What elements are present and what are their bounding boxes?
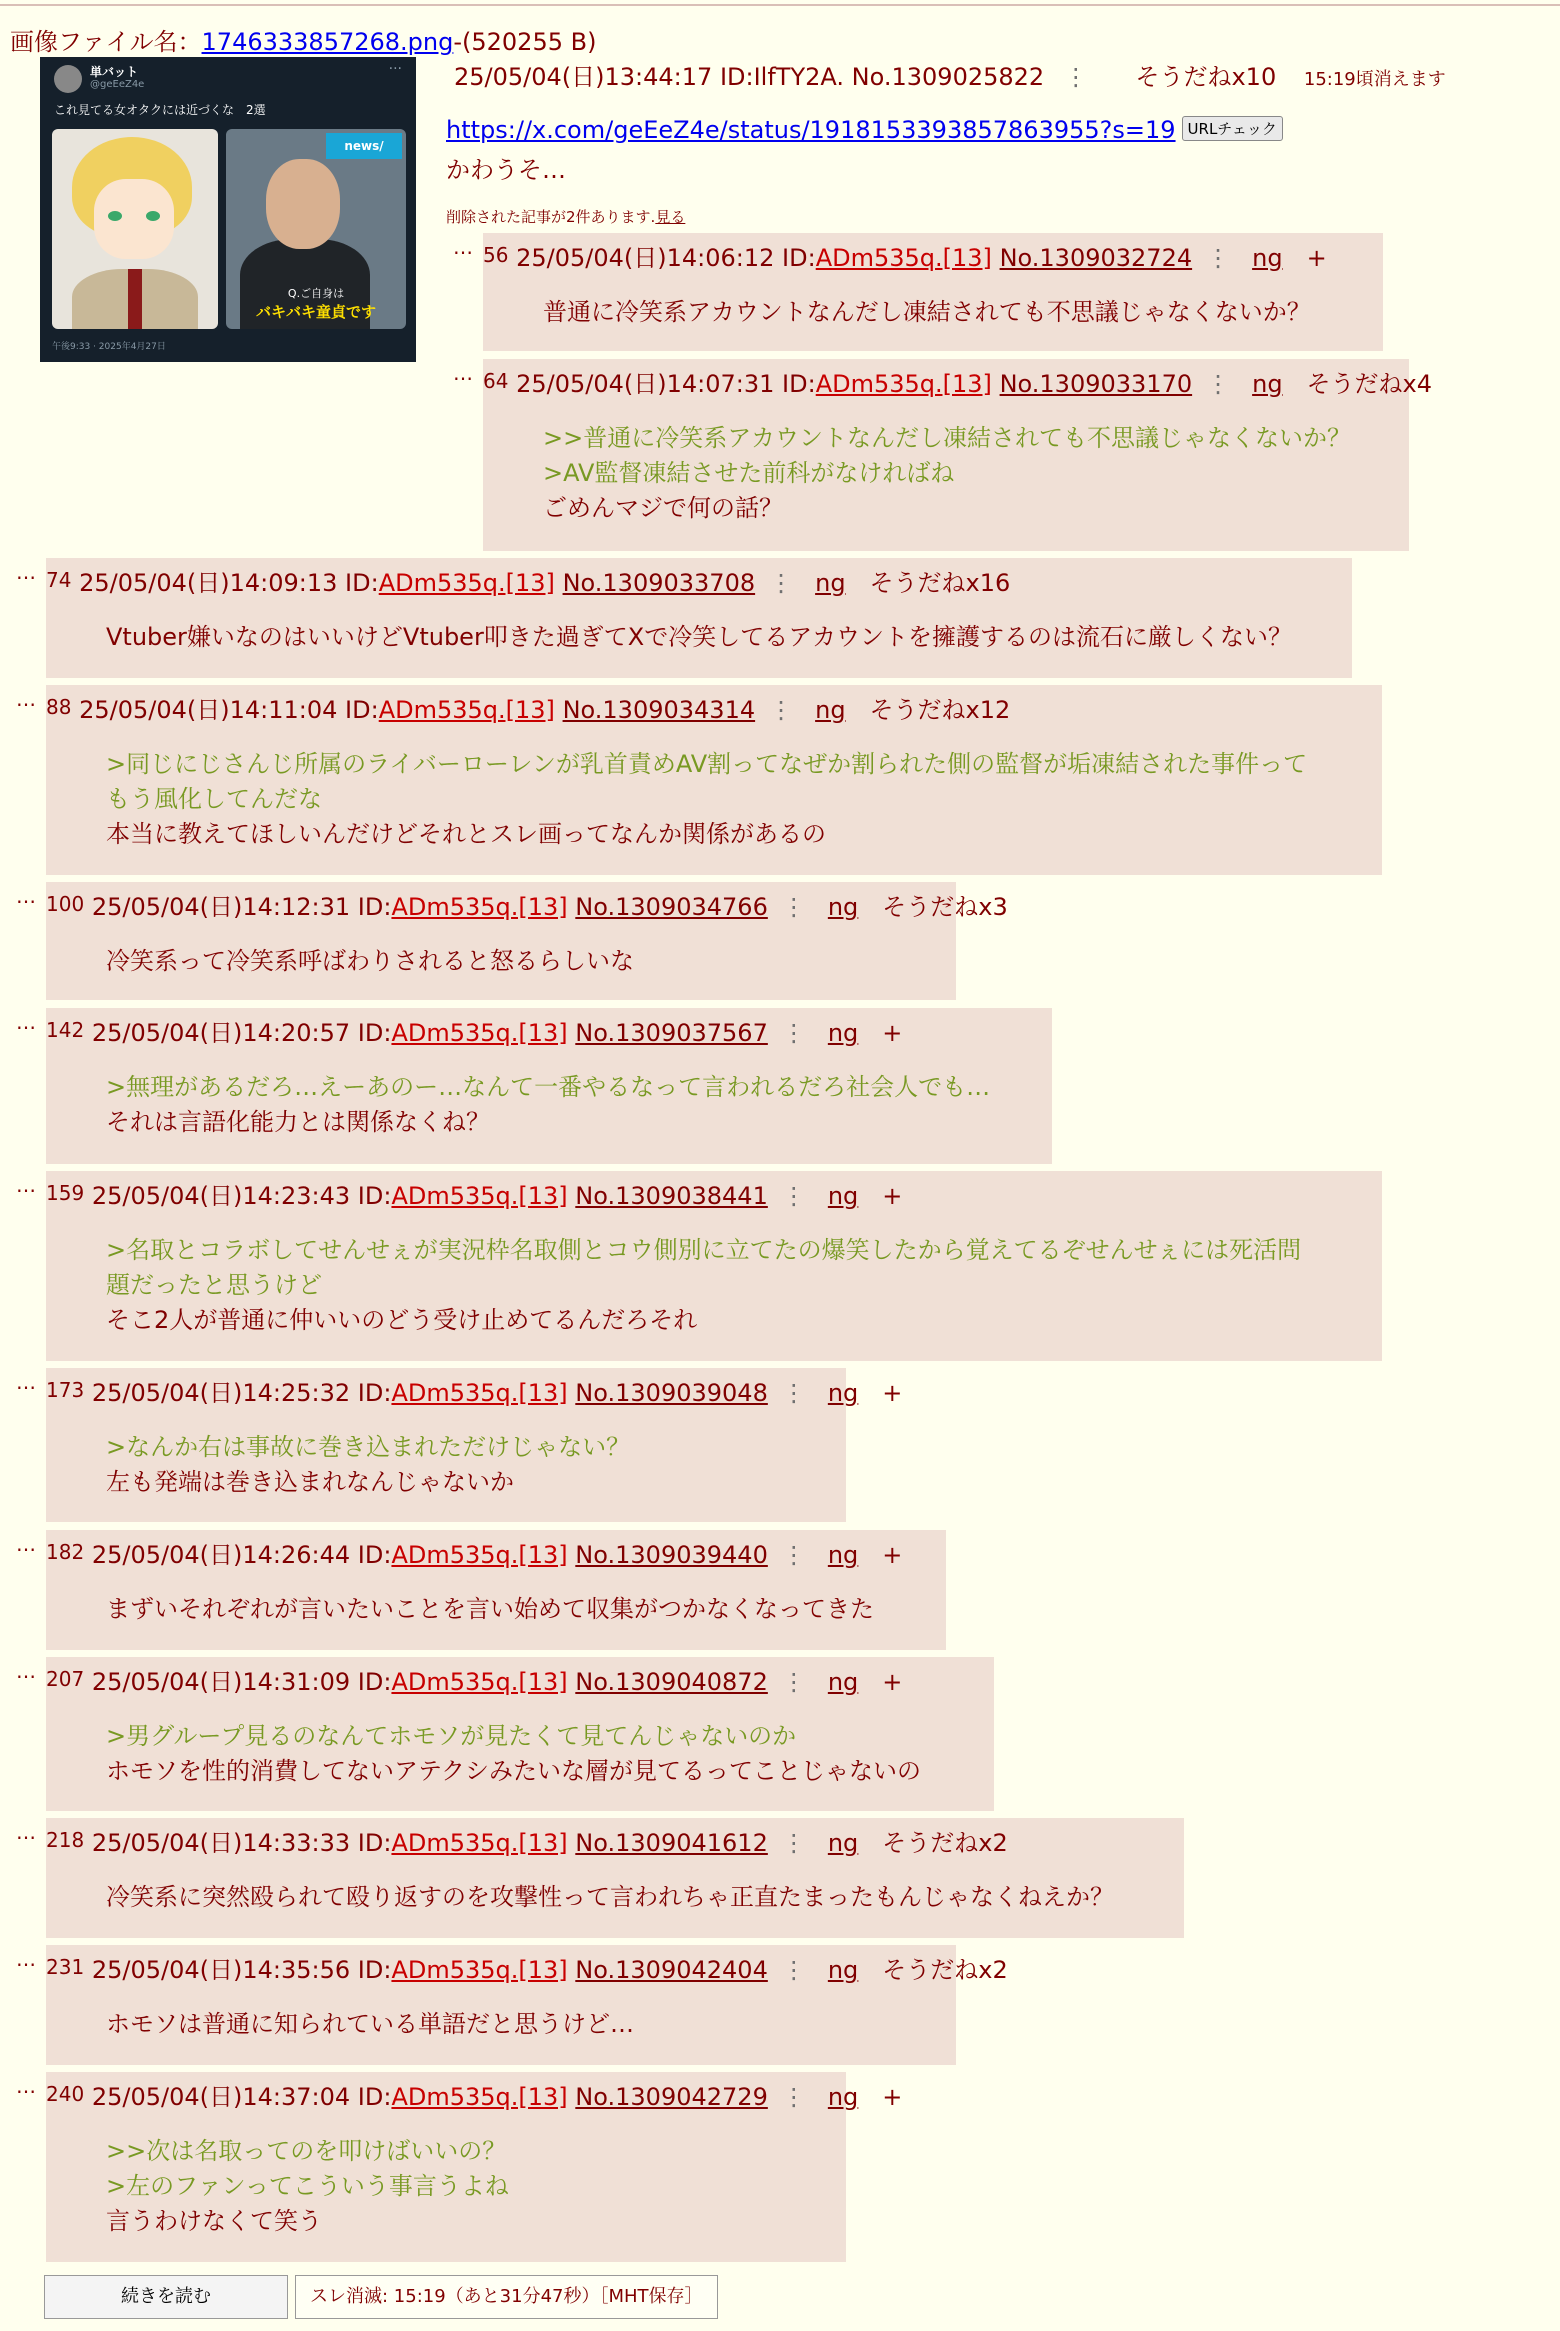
reply-indent-marker: … [16,560,36,584]
reply-header [46,1535,902,1570]
reply-id-prefix: ID: [357,1668,392,1696]
reply-id[interactable]: ADm535q.[13] [391,2083,568,2111]
reply-id[interactable]: ADm535q.[13] [391,1019,568,1047]
quote-line: >男グループ見るのなんてホモソが見たくて見てんじゃないのか [106,1722,797,1750]
news-photo-image [226,129,406,329]
reply-text-line: Vtuber嫌いなのはいいけどVtuber叩きた過ぎてXで冷笑してるアカウントを擁護するのは流石に厳しくない？ [106,623,1293,651]
reply-id-prefix: ID: [357,1956,392,1984]
reply-index: 88 [46,695,72,719]
reply-text-line: それは言語化能力とは関係なくね？ [106,1108,490,1136]
reply-text-line: 冷笑系に突然殴られて殴り返すのを攻撃性って言われちゃ正直たまったもんじゃなくねえか？ [106,1883,1114,1911]
reply-number[interactable]: No.1309039048 [575,1379,768,1407]
reply-datetime: 25/05/04(日)14:33:33 [91,1829,351,1857]
file-name-link[interactable]: 1746333857268.png [201,28,454,56]
quote-line: >同じにじさんじ所属のライバーローレンが乳首責めAV割ってなぜか割られた側の監督が垢凍結された事件って [106,750,1308,778]
reply-index: 218 [46,1828,85,1852]
reply-header [46,563,1010,598]
reply-menu-icon[interactable]: ⋮ [781,1829,806,1857]
op-datetime: 25/05/04(日)13:44:17 [454,63,713,91]
reply-id[interactable]: ADm535q.[13] [815,244,992,272]
soudane-button[interactable]: そうだねx2 [882,1956,1008,1984]
reply-id-prefix: ID: [357,1182,392,1210]
reply-menu-icon[interactable]: ⋮ [781,1182,806,1210]
reply-text-line: 冷笑系って冷笑系呼ばわりされると怒るらしいな [106,947,634,975]
reply-number[interactable]: No.1309042404 [575,1956,768,1984]
thread-status: スレ消滅: 15:19（あと31分47秒）［MHT保存］ [295,2275,718,2319]
reply-header [46,1662,902,1697]
reply-body [106,747,1307,852]
reply-text-line: そこ2人が普通に仲いいのどう受け止めてるんだろそれ [106,1306,698,1334]
reply-menu-icon[interactable]: ⋮ [781,2083,806,2111]
reply-header [46,1176,902,1211]
tweet-text: これ見てる女オタクには近づくな 2選 [54,103,266,117]
quote-line: >左のファンってこういう事言うよね [106,2172,509,2200]
reply-header [46,1373,902,1408]
reply-number[interactable]: No.1309034766 [575,893,768,921]
reply-post [483,359,1433,551]
reply-indent-marker: … [16,1010,36,1034]
reply-post [46,1368,903,1522]
ng-button[interactable]: ng [827,2083,859,2111]
reply-header [46,1950,1008,1985]
quote-line: >なんか右は事故に巻き込まれただけじゃない？ [106,1433,631,1461]
reply-text-line: ホモソは普通に知られている単語だと思うけど… [106,2010,634,2038]
ng-button[interactable]: ng [815,569,846,597]
reply-indent-marker: … [16,1659,36,1683]
reply-text-line: ごめんマジで何の話？ [543,494,783,522]
reply-indent-marker: … [16,1947,36,1971]
quote-line: >>次は名取ってのを叩けばいいの？ [106,2137,507,2165]
news-caption-answer: バキバキ童貞です [255,303,376,321]
reply-indent-marker: … [16,1532,36,1556]
reply-menu-icon[interactable]: ⋮ [781,1541,806,1569]
reply-menu-icon[interactable]: ⋮ [781,1379,806,1407]
reply-body [106,944,634,979]
reply-id-prefix: ID: [357,1541,392,1569]
reply-post [46,2072,903,2262]
reply-post [483,233,1383,351]
ng-button[interactable]: ng [827,1668,859,1696]
reply-id[interactable]: ADm535q.[13] [378,569,555,597]
reply-index: 56 [483,243,509,267]
reply-id-prefix: ID: [345,696,379,724]
reply-index: 231 [46,1955,85,1979]
reply-id-prefix: ID: [345,569,379,597]
soudane-button[interactable]: + [882,2083,903,2111]
reply-menu-icon[interactable]: ⋮ [1206,370,1231,398]
tweet-more-icon: ··· [388,61,402,77]
reply-indent-marker: … [453,235,473,259]
soudane-button[interactable]: + [882,1668,903,1696]
reply-body [543,295,1311,330]
reply-menu-icon[interactable]: ⋮ [769,569,794,597]
reply-indent-marker: … [16,687,36,711]
reply-post [46,1171,1382,1361]
reply-id[interactable]: ADm535q.[13] [391,1379,568,1407]
quote-line: >名取とコラボしてせんせぇが実況枠名取側とコウ側別に立てたの爆笑したから覚えてるぞせんせぇには死活問 [106,1236,1302,1264]
reply-number[interactable]: No.1309042729 [575,2083,768,2111]
soudane-button[interactable]: + [882,1019,903,1047]
ng-button[interactable]: ng [827,1541,859,1569]
reply-id[interactable]: ADm535q.[13] [391,1956,568,1984]
top-divider [0,4,1560,6]
ng-button[interactable]: ng [827,893,859,921]
reply-datetime: 25/05/04(日)14:11:04 [79,696,338,724]
reply-body [106,1880,1114,1915]
reply-body [106,1592,874,1627]
reply-header [483,238,1327,273]
reply-text-line: 普通に冷笑系アカウントなんだし凍結されても不思議じゃなくないか？ [543,298,1311,326]
reply-menu-icon[interactable]: ⋮ [769,696,794,724]
soudane-button[interactable]: そうだねx3 [882,893,1008,921]
reply-menu-icon[interactable]: ⋮ [781,1668,806,1696]
reply-datetime: 25/05/04(日)14:20:57 [91,1019,351,1047]
reply-datetime: 25/05/04(日)14:09:13 [79,569,338,597]
tweet-timestamp: 午後9:33 · 2025年4月27日 [52,342,166,352]
tweet-account-handle: @geEeZ4e [90,79,145,90]
reply-number[interactable]: No.1309033170 [999,370,1193,398]
reply-index: 100 [46,892,85,916]
reply-number[interactable]: No.1309039440 [575,1541,768,1569]
reply-datetime: 25/05/04(日)14:37:04 [91,2083,351,2111]
soudane-button[interactable]: そうだねx16 [869,569,1011,597]
reply-post [46,882,1008,1000]
reply-id[interactable]: ADm535q.[13] [391,1829,568,1857]
op-link-row [446,116,1283,144]
reply-datetime: 25/05/04(日)14:31:09 [91,1668,351,1696]
news-tag: news/ [326,133,402,159]
reply-text-line: 言うわけなくて笑う [106,2207,322,2235]
reply-post [46,558,1352,678]
reply-id[interactable]: ADm535q.[13] [391,893,568,921]
reply-body [106,1719,921,1789]
reply-datetime: 25/05/04(日)14:26:44 [91,1541,351,1569]
reply-index: 173 [46,1378,85,1402]
news-caption-question: Q.ご自身は [287,287,345,300]
reply-id[interactable]: ADm535q.[13] [391,1541,568,1569]
soudane-button[interactable]: そうだねx4 [1306,370,1433,398]
reply-index: 159 [46,1181,85,1205]
ng-button[interactable]: ng [827,1829,859,1857]
soudane-button[interactable]: + [882,1541,903,1569]
tweet-avatar [54,65,82,93]
quote-line: 題だったと思うけど [106,1271,322,1299]
reply-id-prefix: ID: [357,893,392,921]
reply-indent-marker: … [16,1820,36,1844]
reply-indent-marker: … [16,1370,36,1394]
reply-menu-icon[interactable]: ⋮ [781,893,806,921]
op-soudane[interactable]: そうだねx10 [1135,63,1277,91]
reply-id[interactable]: ADm535q.[13] [391,1668,568,1696]
reply-header [46,887,1008,922]
reply-indent-marker: … [453,361,473,385]
ng-button[interactable]: ng [827,1182,859,1210]
reply-number[interactable]: No.1309032724 [999,244,1193,272]
reply-body [106,1430,630,1500]
soudane-button[interactable]: + [1306,244,1327,272]
reply-body [106,2007,634,2042]
reply-datetime: 25/05/04(日)14:35:56 [91,1956,351,1984]
reply-number[interactable]: No.1309040872 [575,1668,768,1696]
reply-header [46,2077,902,2112]
reply-indent-marker: … [16,2074,36,2098]
reply-index: 142 [46,1018,85,1042]
reply-body [106,620,1292,655]
reply-id-prefix: ID: [357,1379,392,1407]
reply-index: 74 [46,568,72,592]
quote-line: >AV監督凍結させた前科がなければね [543,459,955,487]
reply-text-line: まずいそれぞれが言いたいことを言い始めて収集がつかなくなってきた [106,1595,874,1623]
reply-header [46,1823,1008,1858]
reply-id[interactable]: ADm535q.[13] [391,1182,568,1210]
read-more-button[interactable]: 続きを読む [44,2275,288,2319]
reply-body [543,421,1351,526]
reply-index: 207 [46,1667,85,1691]
op-tweet-link[interactable]: https://x.com/geEeZ4e/status/1918153393857863955?s=19 [446,116,1176,144]
op-text: かわうそ… [446,156,566,184]
reply-id[interactable]: ADm535q.[13] [815,370,992,398]
deleted-notice [446,206,685,227]
reply-post [46,1008,1052,1164]
reply-number[interactable]: No.1309037567 [575,1019,768,1047]
deleted-show-link[interactable]: 見る [655,208,686,226]
soudane-button[interactable]: そうだねx12 [869,696,1011,724]
reply-datetime: 25/05/04(日)14:06:12 [516,244,775,272]
op-id: ID:IlfTY2A. [719,63,845,91]
thread-image-thumbnail[interactable] [40,57,416,362]
reply-indent-marker: … [16,1173,36,1197]
op-menu-icon[interactable]: ⋮ [1063,63,1088,91]
op-header [454,57,1446,92]
file-label: 画像ファイル名： [10,28,202,56]
reply-number[interactable]: No.1309034314 [562,696,756,724]
reply-post [46,1657,994,1811]
reply-index: 64 [483,369,509,393]
reply-body [106,2134,509,2239]
reply-id-prefix: ID: [357,1019,392,1047]
reply-text-line: 左も発端は巻き込まれなんじゃないか [106,1468,514,1496]
reply-menu-icon[interactable]: ⋮ [781,1956,806,1984]
file-size: -(520255 B) [453,28,597,56]
url-check-button[interactable]: URLチェック [1182,116,1283,141]
quote-line: もう風化してんだな [106,785,322,813]
ng-button[interactable]: ng [815,696,846,724]
reply-id[interactable]: ADm535q.[13] [378,696,555,724]
reply-header [483,364,1432,399]
reply-id-prefix: ID: [782,244,816,272]
reply-post [46,1945,1008,2065]
reply-menu-icon[interactable]: ⋮ [781,1019,806,1047]
reply-post [46,685,1382,875]
reply-body [106,1233,1301,1338]
quote-line: >無理があるだろ…えーあのー…なんて一番やるなって言われるだろ社会人でも… [106,1073,991,1101]
reply-id-prefix: ID: [357,2083,392,2111]
reply-indent-marker: … [16,884,36,908]
reply-id-prefix: ID: [357,1829,392,1857]
anime-character-image [52,129,218,329]
reply-datetime: 25/05/04(日)14:23:43 [91,1182,351,1210]
ng-button[interactable]: ng [827,1379,859,1407]
reply-datetime: 25/05/04(日)14:12:31 [91,893,351,921]
op-number[interactable]: No.1309025822 [851,63,1045,91]
tweet-account-name: 単バット [90,65,139,79]
ng-button[interactable]: ng [1252,370,1283,398]
reply-header [46,690,1010,725]
reply-datetime: 25/05/04(日)14:07:31 [516,370,775,398]
soudane-button[interactable]: + [882,1379,903,1407]
reply-number[interactable]: No.1309041612 [575,1829,768,1857]
op-expire-time: 15:19頃消えます [1303,69,1446,90]
reply-post [46,1818,1184,1938]
deleted-notice-text: 削除された記事が2件あります. [446,208,656,226]
reply-datetime: 25/05/04(日)14:25:32 [91,1379,351,1407]
reply-number[interactable]: No.1309033708 [562,569,756,597]
reply-index: 240 [46,2082,85,2106]
quote-line: >>普通に冷笑系アカウントなんだし凍結されても不思議じゃなくないか？ [543,424,1351,452]
reply-index: 182 [46,1540,85,1564]
soudane-button[interactable]: そうだねx2 [882,1829,1008,1857]
reply-id-prefix: ID: [782,370,816,398]
reply-number[interactable]: No.1309038441 [575,1182,768,1210]
reply-body [106,1070,990,1140]
ng-button[interactable]: ng [827,1019,859,1047]
reply-text-line: 本当に教えてほしいんだけどそれとスレ画ってなんか関係があるの [106,820,826,848]
ng-button[interactable]: ng [827,1956,859,1984]
soudane-button[interactable]: + [882,1182,903,1210]
reply-menu-icon[interactable]: ⋮ [1206,244,1231,272]
reply-post [46,1530,946,1650]
file-info [10,22,596,57]
ng-button[interactable]: ng [1252,244,1283,272]
reply-text-line: ホモソを性的消費してないアテクシみたいな層が見てるってことじゃないの [106,1757,922,1785]
reply-header [46,1013,902,1048]
